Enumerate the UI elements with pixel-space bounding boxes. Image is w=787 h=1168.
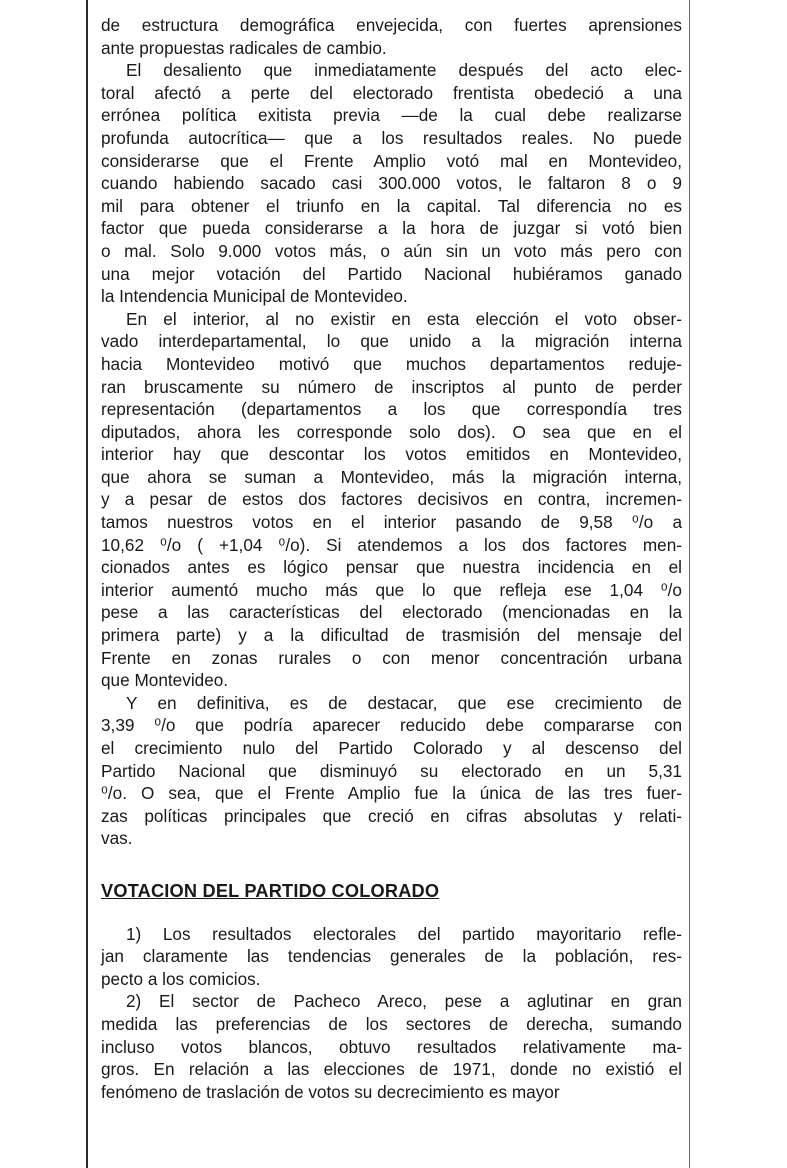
text-line: y a pesar de estos dos factores decisivos en contra, incremen- (101, 489, 682, 510)
text-line: 10,62 ⁰/o ( +1,04 ⁰/o). Si atendemos a los dos factores men- (101, 534, 682, 555)
body-text-bottom (101, 923, 682, 1104)
text-line: gros. En relación a las elecciones de 1971, donde no existió el (101, 1059, 682, 1080)
text-line: que Montevideo. (101, 670, 229, 691)
paragraph (101, 923, 682, 991)
text-line: interior aumentó mucho más que lo que refleja ese 1,04 ⁰/o (101, 579, 682, 600)
paragraph (101, 990, 682, 1103)
text-line: toral afectó a perte del electorado frentista obedeció a una (101, 82, 682, 103)
text-line: que ahora se suman a Montevideo, más la migración interna, (101, 466, 682, 487)
paragraph (101, 692, 682, 850)
body-text-top (101, 14, 682, 850)
text-line: cuando habiendo sacado casi 300.000 votos, le faltaron 8 o 9 (101, 173, 682, 194)
text-line: factor que pueda considerarse a la hora de juzgar si votó bien (101, 218, 682, 239)
text-line: medida las preferencias de los sectores de derecha, sumando (101, 1013, 682, 1034)
text-line: o mal. Solo 9.000 votos más, o aún sin un voto más pero con (101, 240, 682, 261)
paragraph (101, 14, 682, 59)
text-line: fenómeno de traslación de votos su decrecimiento es mayor (101, 1081, 560, 1102)
text-line: vado interdepartamental, lo que unido a la migración interna (101, 331, 682, 352)
text-line: hacia Montevideo motivó que muchos departamentos reduje- (101, 353, 682, 374)
text-column (101, 14, 682, 1103)
text-line: considerarse que el Frente Amplio votó mal en Montevideo, (101, 150, 682, 171)
text-line: jan claramente las tendencias generales de la población, res- (101, 946, 682, 967)
text-line: la Intendencia Municipal de Montevideo. (101, 286, 408, 307)
text-line: profunda autocrítica— que a los resultados reales. No puede (101, 127, 682, 148)
text-line: zas políticas principales que creció en cifras absolutas y relati- (101, 805, 682, 826)
text-line: errónea política exitista previa —de la cual debe realizarse (101, 105, 682, 126)
text-line: pecto a los comicios. (101, 968, 261, 989)
paragraph (101, 59, 682, 308)
text-line: cionados antes es lógico pensar que nuestra incidencia en el (101, 557, 682, 578)
paragraph (101, 308, 682, 692)
text-line: En el interior, al no existir en esta elección el voto obser- (126, 308, 682, 329)
text-line: diputados, ahora les corresponde solo dos). O sea que en el (101, 421, 682, 442)
text-line: El desaliento que inmediatamente después del acto elec- (126, 60, 682, 81)
right-column-rule (689, 0, 690, 1168)
text-line: Frente en zonas rurales o con menor concentración urbana (101, 647, 682, 668)
text-line: incluso votos blancos, obtuvo resultados relativamente ma- (101, 1036, 682, 1057)
text-line: mil para obtener el triunfo en la capital. Tal diferencia no es (101, 195, 682, 216)
text-line: ⁰/o. O sea, que el Frente Amplio fue la única de las tres fuer- (101, 783, 682, 804)
text-line: pese a las características del electorado (mencionadas en la (101, 602, 682, 623)
text-line: interior hay que descontar los votos emitidos en Montevideo, (101, 444, 682, 465)
text-line: ran bruscamente su número de inscriptos al punto de perder (101, 376, 682, 397)
text-line: representación (departamentos a los que correspondía tres (101, 399, 682, 420)
text-line: de estructura demográfica envejecida, con fuertes aprensiones (101, 15, 682, 35)
text-line: una mejor votación del Partido Nacional hubiéramos ganado (101, 263, 682, 284)
text-line: Y en definitiva, es de destacar, que ese crecimiento de (126, 692, 682, 713)
text-line: ante propuestas radicales de cambio. (101, 37, 387, 58)
text-line: 2) El sector de Pacheco Areco, pese a aglutinar en gran (126, 991, 682, 1012)
text-line: tamos nuestros votos en el interior pasando de 9,58 ⁰/o a (101, 512, 682, 533)
text-line: el crecimiento nulo del Partido Colorado y al descenso del (101, 738, 682, 758)
text-line: Partido Nacional que disminuyó su electorado en un 5,31 (101, 760, 682, 781)
text-line: 3,39 ⁰/o que podría aparecer reducido debe compararse con (101, 715, 682, 736)
text-line: 1) Los resultados electorales del partido mayoritario refle- (126, 923, 682, 944)
text-line: vas. (101, 828, 133, 849)
text-line: primera parte) y a la dificultad de trasmisión del mensaje del (101, 625, 682, 646)
left-column-rule (86, 0, 88, 1168)
section-heading: VOTACION DEL PARTIDO COLORADO (101, 880, 440, 901)
